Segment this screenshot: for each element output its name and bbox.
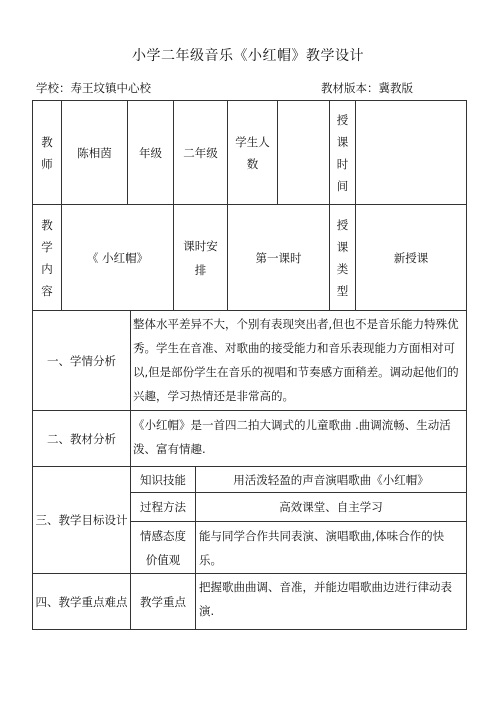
type-label-cell xyxy=(330,205,355,310)
table-border-bottom xyxy=(32,629,466,630)
material-analysis-label-cell xyxy=(33,411,130,466)
goal-knowledge-label: 知识技能 xyxy=(140,472,186,487)
goals-label: 三、教学目标设计 xyxy=(35,513,128,527)
school-info: 学校：寿王坟镇中心校 xyxy=(36,81,151,95)
goal-knowledge-text: 用活泼轻盈的声音演唱歌曲《小红帽》 xyxy=(233,472,429,487)
learner-analysis-label: 一、学情分析 xyxy=(47,353,116,368)
key-focus-text: 把握歌曲曲调、音准，并能边唱歌曲边进行律动表演. xyxy=(199,580,452,618)
grade-value: 二年级 xyxy=(183,145,218,160)
schedule-label: 课时安排 xyxy=(183,238,218,277)
schedule-value: 第一课时 xyxy=(255,250,302,265)
grade-value-cell xyxy=(174,101,227,204)
goals-label-cell xyxy=(33,467,130,573)
learner-analysis-text: 整体水平差异不大，个别有表现突出者,但也不是音乐能力特殊优秀。学生在音准、对歌曲的接受能力和音乐表现能力方面相对可以,但是部份学生在音乐的视唱和节奏感方面稍差。调动起他们的兴趣，学习热情还是非常高的。 xyxy=(133,317,459,403)
schedule-label-cell xyxy=(174,205,227,310)
time-label-cell xyxy=(330,101,355,204)
goal-attitude-text: 能与同学合作共同表演、演唱歌曲,体味合作的快乐。 xyxy=(199,529,445,567)
key-points-label: 四、教学重点难点 xyxy=(35,594,128,609)
key-focus-label: 教学重点 xyxy=(140,594,186,609)
goal-attitude-label: 情感态度价值观 xyxy=(140,528,186,567)
goal-process-label: 过程方法 xyxy=(140,500,186,514)
content-label-cell xyxy=(33,205,61,310)
goal-label-cell xyxy=(131,522,195,573)
content-value: 《 小红帽》 xyxy=(86,250,149,265)
material-analysis-text: 《小红帽》是一首四二拍大调式的儿童歌曲 .曲调流畅、生动活泼、富有情趣. xyxy=(133,418,451,456)
material-analysis-label: 二、教材分析 xyxy=(47,431,116,446)
content-value-cell xyxy=(62,205,173,310)
students-label-cell xyxy=(228,101,277,204)
table-border-right xyxy=(466,100,467,630)
type-value-cell xyxy=(356,205,466,310)
grade-label: 年级 xyxy=(139,145,162,160)
goal-label-cell xyxy=(131,493,195,521)
table-col-divider xyxy=(195,573,196,629)
time-value-cell xyxy=(356,101,466,204)
content-label: 教学内容 xyxy=(41,217,53,298)
goal-text-cell xyxy=(196,493,466,521)
textbook-edition: 教材版本：冀教版 xyxy=(321,81,413,95)
goal-text-cell xyxy=(196,467,466,492)
key-points-label-cell xyxy=(33,574,130,629)
grade-label-cell xyxy=(128,101,173,204)
type-label: 授课类型 xyxy=(336,217,349,298)
students-label: 学生人数 xyxy=(235,134,270,171)
teacher-label-cell xyxy=(33,101,61,204)
goal-process-text: 高效课堂、自主学习 xyxy=(279,500,383,514)
type-value: 新授课 xyxy=(393,250,429,265)
page-title: 小学二年级音乐《小红帽》教学设计 xyxy=(132,48,364,64)
teacher-label: 教师 xyxy=(41,134,53,171)
teacher-name: 陈相茵 xyxy=(77,145,112,160)
students-value-cell xyxy=(278,101,329,204)
goal-label-cell xyxy=(131,467,195,492)
learner-analysis-label-cell xyxy=(33,311,130,410)
schedule-value-cell xyxy=(228,205,329,310)
key-focus-label-cell xyxy=(131,574,195,629)
time-label: 授课时间 xyxy=(336,112,349,193)
teacher-name-cell xyxy=(62,101,127,204)
